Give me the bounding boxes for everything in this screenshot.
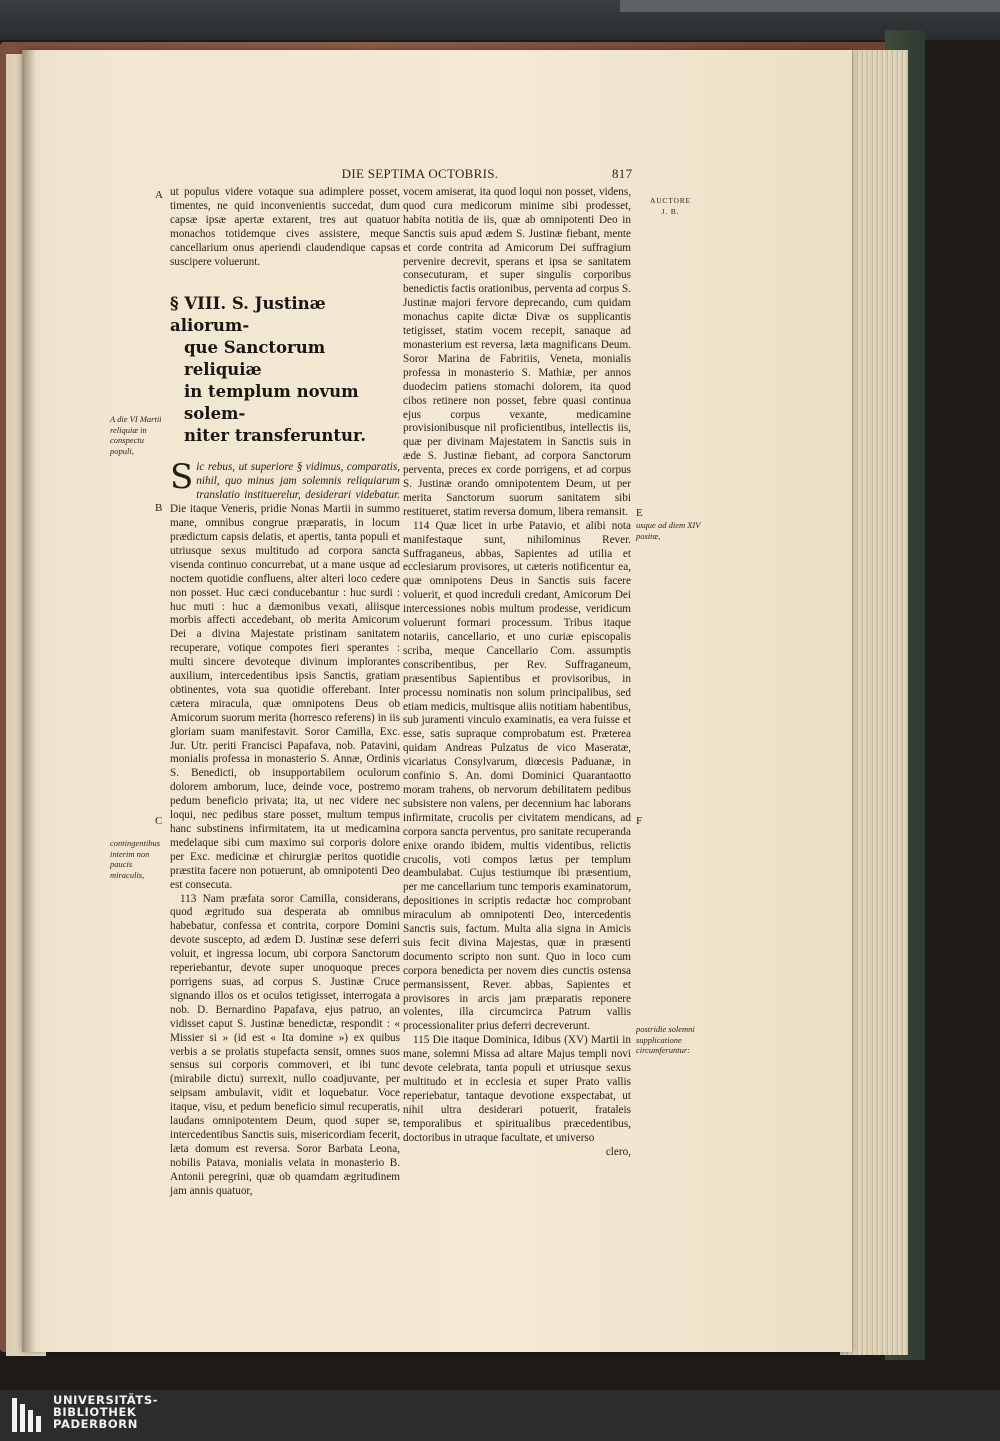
library-logo-icon [12, 1398, 42, 1432]
section-heading [170, 293, 400, 447]
right-paragraph-2: 114 Quæ licet in urbe Patavio, et alibi nota manifestaque sunt, nihilominus Rever. Suffraganeus, abbas, Sapientes ad utilia et ecclesiarum provisores, ut cæteris notificentur ea, quæ omnipotens Deus in Sanctis suis facere voluerit, et quod increduli credant, Amicorum Dei intercessiones nobis multum prodesse, veridicum voluerunt formari processum. Tribus itaque notariis, cancellario, et uno curiæ episcopalis scriba, meque Cancellario Com. assumptis conscribentibus, per Rev. Suffraganeum, præsentibus Sapientibus et provisoribus, in processu nominatis non solum principalibus, sed etiam medicis, multisque aliis notitiam habentibus, sub juramenti vinculo examinatis, ea vera fuisse et esse, satis supraque comprobatum est. Præterea quidam Andreas Pulzatus de vico Maseratæ, vicariatus Consylvarum, diœcesis Paduanæ, in confinio S. An. domi Dominici Quarantaotto moram trahens, ob nervorum debilitatem pedibus subsistere non valens, per decennium hac laborans infirmitate, crucolis per civitatem mendicans, ad corpora sancta perventus, pro sanitate recuperanda enixe orando ibidem, multis videntibus, relictis crucolis, voti compos lætus per templum deambulabat. Cujus testiumque ibi præsentium, per me cancellarium tunc temporis examinatorum, depositiones in scriptis redactæ hoc comprobant miraculum ab omnipotenti Deo, intercedentis Sanctis suis, factum. Multa alia signa in Amicis suis fecit divina Majestas, quæ in præsenti documento scripto non sunt. Quo in loco cum corpora benedicta per novem dies cunctis ostensa permansissent, Rever. abbas, Sapientes et provisores in arcis jam præparatis reponere volentes, illa circumcirca Patrum vallis processionaliter prius deferri decreverunt. [403, 519, 631, 1033]
heading-line-1: § VIII. S. Justinæ aliorum- [170, 294, 326, 336]
margin-letter-c: C [155, 815, 163, 827]
left-column [170, 186, 400, 1198]
scanner-tab [620, 0, 1000, 12]
library-name-line-3: PADERBORN [53, 1417, 138, 1431]
gutter-shadow [22, 50, 36, 1352]
page-number: 817 [612, 166, 633, 181]
auctor-note [650, 195, 691, 217]
margin-letter-b: B [155, 502, 163, 514]
heading-line-3: in templum novum solem- [184, 382, 359, 424]
left-paragraph-1: ut populus videre votaque sua adimplere posset, timentes, ne quid inconvenientis succedat, dum capsæ ipsæ apertæ extarent, tres aut quatuor monachos totidemque cives assistere, meque cancellarium onus aperiendi claudendique capsas suscipere voluerunt. [170, 186, 400, 268]
library-name-line-2: BIBLIOTHEK [53, 1405, 137, 1419]
drop-capital: S [170, 457, 194, 498]
side-note-left-1: A die VI Martii reliquiæ in conspectu populi, [110, 414, 162, 456]
margin-letter-e: E [636, 507, 643, 519]
right-paragraph-3: 115 Die itaque Dominica, Idibus (XV) Martii in mane, solemni Missa ad altare Majus templi novi devote celebrata, tanta populi et utriusque sexus multitudo et in ecclesia et super Prato vallis reperiebatur, tantaque devotione exspectabat, ut nihil ultra desiderari potuerit, frataleis temporalibus et spiritualibus præcedentibus, doctoribus in utraque facultate, et universo [403, 1034, 631, 1144]
left-paragraph-3: 113 Nam præfata soror Camilla, considerans, quod ægritudo sua desperata ab omnibus habebatur, confessa et contrita, corpore Domini devote suscepto, ad ædem D. Justinæ sese deferri voluit, et ingressa locum, ubi corpora Sanctorum reperiebantur, devote super unoquoque preces porrigens suas, ad corpus S. Justinæ Cruce signando illos os et oculos tetigisset, interrogata a nob. D. Bernardino Papafava, ejus patruo, an vidisset caput S. Justinæ benedictæ, respondit : « Missier si » (id est « Ita domine ») ex quibus verbis a se prolatis stupefacta sensit, omnes suos sensus sui corporis commoveri, et ibi tunc (mirabile dictu) surrexit, nullo coadjuvante, per seipsam ambulavit, vidit et loquebatur. Voce itaque, visu, et pedum beneficio simul recuperatis, laudans omnipotentem Deum, quod super se, intercedentibus Sanctis suis, misericordiam fecerit, læta domum est reversa. Soror Barbata Leona, nobilis Patava, monialis velata in monasterio B. Antonii peregrini, quæ ob quamdam ægritudinem jam annis quatuor, [170, 892, 400, 1197]
library-name-line-1: UNIVERSITÄTS- [53, 1393, 159, 1407]
side-note-right-1: usque ad diem XIV positæ, [636, 520, 701, 541]
left-paragraph-2 [170, 457, 400, 892]
heading-line-4: niter transferuntur. [184, 426, 366, 446]
side-note-left-2: contingentibus interim non paucis miraculis, [110, 838, 161, 880]
library-footer [0, 1390, 1000, 1441]
running-title: DIE SEPTIMA OCTOBRIS. [341, 166, 499, 181]
auctor-initials: J. B. [661, 207, 680, 216]
left-paragraph-2-body: Die itaque Veneris, pridie Nonas Martii in summo mane, omnibus congrue præparatis, in locum prædictum capsis delatis, et apertis, tanta populi et utriusque sexus multitudo ad corpora sancta visenda continuo concurrebat, ut a mane usque ad noctem quotidie confluens, alter alteri loco cedere non posset. Huc cæci conducebantur : huc surdi : huc muti : huc a dæmonibus vexati, aliisque morbis affecti accedebant, ob merita Amicorum Dei a divina Majestate pristinam sanitatem recuperare, votique compotes fieri sperantes : multi sincere devoteque divinum implorantes auxilium, intercedentibus ipsis Sanctis, gratiam obtinentes, vota sua quotidie offerebant. Inter cætera miracula, quæ omnipotens Deus ob Amicorum suorum merita (horresco referens) in iis gloriam suam manifestavit. Soror Camilla, Exc. Jur. Utr. periti Francisci Papafava, nob. Patavini, monialis professa in monasterio S. Annæ, Ordinis S. Benedicti, ob insupportabilem oculorum dolorem amborum, luce, deinde voce, postremo pedum beneficio privata; ita, ut nec videre nec loqui, nec pedibus stare posset, multum tempus hanc substinens infirmitatem, ita ut medicamina medelaque sibi cum maximo sui corporis dolore per Exc. medicinæ et chirurgiæ peritos quotidie præstita facere non potuerunt, ab omnipotenti Deo est consecuta. [170, 503, 400, 891]
margin-letter-f: F [636, 815, 643, 827]
opening-italic: ic rebus, ut superiore § vidimus, comparatis, nihil, quo minus jam solemnis reliquiarum translatio instituerelur, desiderari videbatur. [196, 461, 400, 502]
heading-line-2: que Sanctorum reliquiæ [184, 338, 326, 380]
auctor-label: AUCTORE [650, 196, 691, 205]
side-note-right-2: postridie solemni supplicatione circumferuntur: [636, 1024, 695, 1055]
library-name [53, 1394, 158, 1430]
right-column [403, 186, 631, 1159]
right-paragraph-1: vocem amiserat, ita quod loqui non posset, videns, quod cura medicorum minime sibi prodesset, habita notitia de iis, quæ ab omnipotenti Deo in Sanctis suis apud ædem S. Justinæ fiebant, mente et corde contrita ad Amicorum Dei suffragium pervenire decrevit, sperans et ipsa se sanitatem consecuturam, et super singulis corporibus benedictis factis orationibus, perventa ad corpus S. Justinæ majori fervore deprecando, cum quidam monachus capite dictæ Divæ os supplicantis tetigisset, statim vocem recepit, sanaque ad monasterium est reversa, læta magnificans Deum. Soror Marina de Fabritiis, Veneta, monialis professa in monasterio S. Mathiæ, per annos duodecim patiens stomachi dolorem, ita quod cibos retinere non posset, febre quasi continua ejus corpus vexante, medicamine provisionibusque nil proficientibus, intellectis iis, quæ per divinam Majestatem in Sanctis suis in æde S. Justinæ fiebant, ad corpora Sanctorum perventa, preces ex corde porrigens, et ad corpus S. Justinæ orando omnipotentem Deum, ut per merita Sanctorum suorum sanitatem sibi restitueret, statim reversa domum, libera remansit. [403, 186, 631, 518]
right-last-line: clero, [605, 1145, 631, 1158]
margin-letter-a: A [155, 189, 163, 201]
